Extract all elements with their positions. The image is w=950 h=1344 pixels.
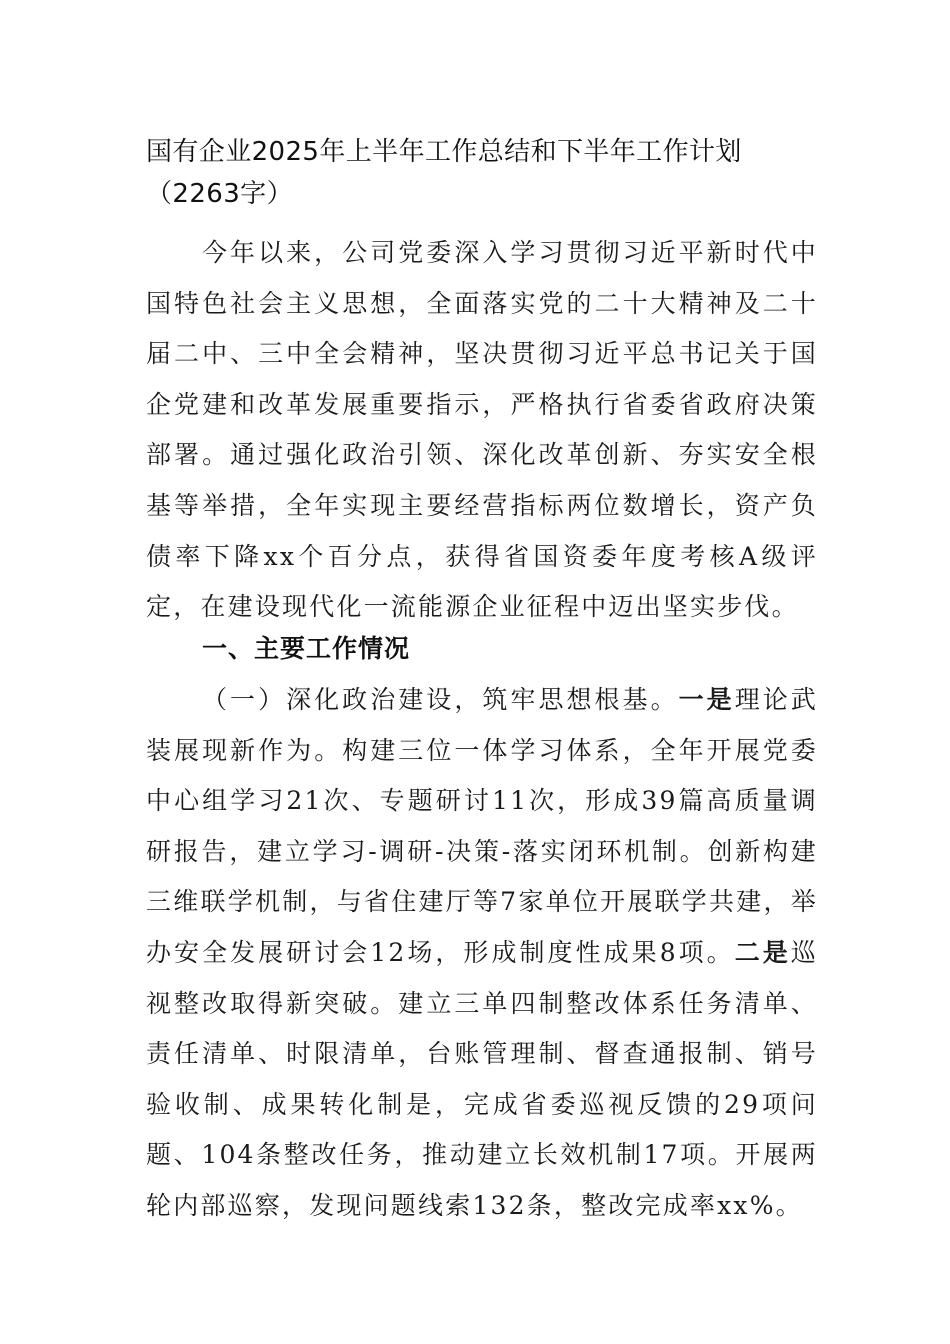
- subsection-heading: （一）深化政治建设，筑牢思想根基。: [202, 685, 679, 714]
- paragraph-text-2: 巡视整改取得新突破。建立三单四制整改体系任务清单、责任清单、时限清单，台账管理制、督查通报制、销号验收制、成果转化制是，完成省委巡视反馈的29项问题、104条整改任务，推动建立长效机制17项。开展两轮内部巡察，发现问题线索132条，整改完成率xx%。: [146, 937, 818, 1220]
- section-paragraph: [146, 675, 818, 1232]
- intro-paragraph: 今年以来，公司党委深入学习贯彻习近平新时代中国特色社会主义思想，全面落实党的二十大精神及二十届二中、三中全会精神，坚决贯彻习近平总书记关于国企党建和改革发展重要指示，严格执行省委省政府决策部署。通过强化政治引领、深化改革创新、夯实安全根基等举措，全年实现主要经营指标两位数增长，资产负债率下降xx个百分点，获得省国资委年度考核A级评定，在建设现代化一流能源企业征程中迈出坚实步伐。: [146, 238, 818, 622]
- document-title: 国有企业2025年上半年工作总结和下半年工作计划（2263字）: [146, 137, 742, 209]
- lead-marker-2: 二是: [734, 937, 791, 967]
- section-heading: 一、主要工作情况: [202, 634, 411, 663]
- lead-marker-1: 一是: [678, 685, 735, 714]
- paragraph-text-1: 理论武装展现新作为。构建三位一体学习体系，全年开展党委中心组学习21次、专题研讨11次，形成39篇高质量调研报告，建立学习-调研-决策-落实闭环机制。创新构建三维联学机制，与省住建厅等7家单位开展联学共建，举办安全发展研讨会12场，形成制度性成果8项。: [146, 685, 818, 967]
